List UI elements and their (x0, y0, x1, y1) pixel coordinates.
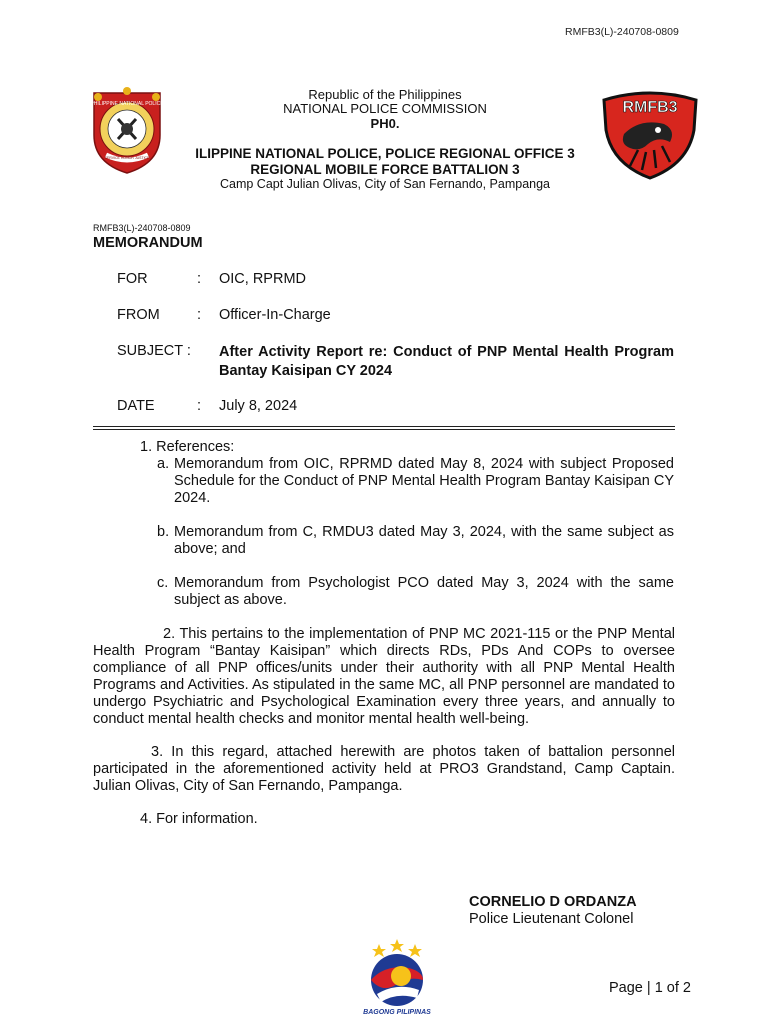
for-colon: : (197, 271, 202, 287)
memo-reference-number: RMFB3(L)-240708-0809 (93, 223, 191, 233)
signatory-rank: Police Lieutenant Colonel (469, 911, 634, 927)
paragraph-4: 4. For information. (140, 811, 258, 827)
pnp-seal-lettering: PHILIPPINE NATIONAL POLICE (90, 101, 164, 107)
paragraph-2: 2. This pertains to the implementation of PNP MC 2021-115 or the PNP Mental Health Program “Bantay Kaisipan” which directs RDs, PDs And COPs to oversee compliance of all PNP offices/units under their authority with all PNP Mental Health Programs and Activities. As stipulated in the same MC, all PNP personnel are mandated to undergo Psychiatric and Psychological Examination every three years, and annually to conduct mental health checks and monitor mental health well-being. (93, 626, 675, 727)
rmfb3-shield-logo (600, 90, 700, 180)
from-value: Officer-In-Charge (219, 307, 331, 323)
reference-letter: a. (157, 456, 170, 472)
reference-letter: c. (157, 575, 169, 591)
paragraph-3: 3. In this regard, attached herewith are photos taken of battalion personnel participated in the aforementioned activity held at PRO3 Grandstand, Camp Captain. Julian Olivas, City of San Fernando, Pampanga. (93, 744, 675, 794)
pnp-seal-logo (88, 85, 166, 175)
header-republic: Republic of the Philippines (308, 87, 462, 102)
header-battalion: REGIONAL MOBILE FORCE BATTALION 3 (250, 162, 520, 177)
header-pnp-region: ILIPPINE NATIONAL POLICE, POLICE REGIONAL OFFICE 3 (195, 146, 575, 161)
subject-label: SUBJECT : (117, 343, 191, 359)
header-address: Camp Capt Julian Olivas, City of San Fernando, Pampanga (219, 177, 551, 191)
from-label: FROM (117, 307, 160, 323)
date-value: July 8, 2024 (219, 398, 298, 414)
rmfb3-lettering: RMFB3 (622, 99, 678, 116)
references-heading: 1. References: (140, 439, 235, 455)
reference-text: Memorandum from C, RMDU3 dated May 3, 2024, with the same subject as above; and (174, 524, 674, 557)
reference-text: Memorandum from OIC, RPRMD dated May 8, 2024 with subject Proposed Schedule for the Conduct of PNP Mental Health Program Bantay Kaisipan CY 2024. (174, 456, 674, 506)
header-divider-bottom (93, 429, 675, 430)
for-value: OIC, RPRMD (219, 271, 306, 287)
page-number: Page | 1 of 2 (609, 980, 691, 996)
top-reference-number: RMFB3(L)-240708-0809 (565, 26, 679, 38)
bagong-pilipinas-logo (357, 938, 437, 1018)
signatory-name: CORNELIO D ORDANZA (469, 894, 637, 910)
date-label: DATE (117, 398, 155, 414)
date-colon: : (197, 398, 202, 414)
from-colon: : (197, 307, 202, 323)
pnp-seal-motto: SERVICE HONOR JUSTICE (104, 156, 150, 160)
header-divider-top (93, 426, 675, 427)
subject-value: After Activity Report re: Conduct of PNP Mental Health Program Bantay Kaisipan CY 2024 (219, 344, 674, 379)
header-napolcom: NATIONAL POLICE COMMISSION (283, 101, 487, 116)
reference-text: Memorandum from Psychologist PCO dated May 3, 2024 with the same subject as above. (174, 575, 674, 608)
reference-letter: b. (157, 524, 170, 540)
bagong-pilipinas-lettering: BAGONG PILIPINAS (363, 1009, 431, 1016)
memo-title: MEMORANDUM (93, 235, 203, 251)
for-label: FOR (117, 271, 148, 287)
header-ph: PH0. (370, 116, 400, 131)
